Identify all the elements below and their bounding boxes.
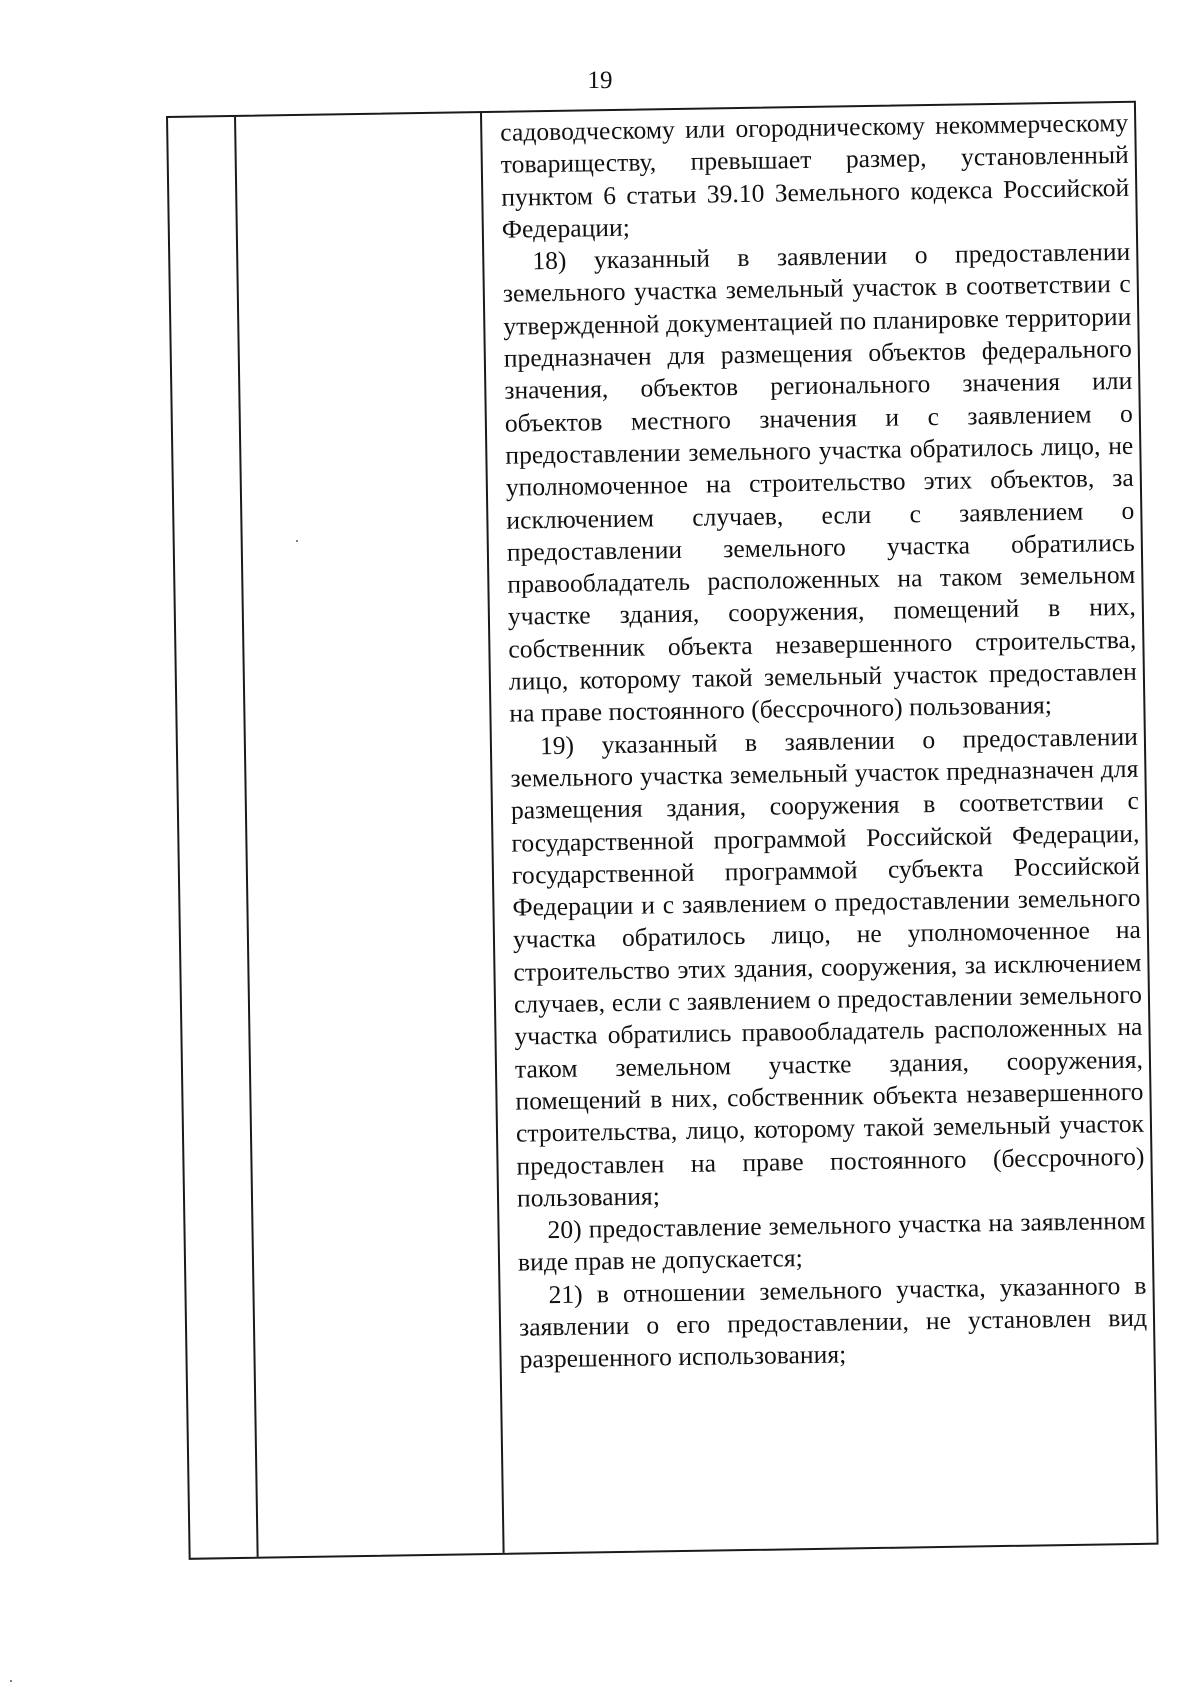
page-number: 19	[587, 67, 613, 94]
document-table	[166, 101, 1159, 1560]
continuation-paragraph: садоводческому или огородническому некоммерческому товариществу, превышает размер, установленный пунктом 6 статьи 39.10 Земельного кодекса Российской Федерации;	[500, 107, 1130, 244]
list-item-20: 20) предоставление земельного участка на заявленном виде прав не допускается;	[517, 1205, 1146, 1278]
table-column-divider	[234, 117, 259, 1557]
list-item-19: 19) указанный в заявлении о предоставлении земельного участка земельный участок предназначен для размещения здания, сооружения в соответствии с государственной программой Российской Федерации, государственной программой субъекта Российской Федерации и с заявлением о предоставлении земельного участка обратилось лицо, не уполномоченное на строительство этих здания, сооружения, за исключением случаев, если с заявлением о предоставлении земельного участка обратились правообладатель расположенных на таком земельном участке здания, сооружения, помещений в них, собственник объекта незавершенного строительства, лицо, которому такой земельный участок предоставлен на праве постоянного (бессрочного) пользования;	[510, 721, 1145, 1213]
table-text-cell	[500, 107, 1148, 1376]
scan-artifact	[296, 540, 298, 542]
table-column-divider	[480, 113, 505, 1553]
list-item-21: 21) в отношении земельного участка, указанного в заявлении о его предоставлении, не установлен вид разрешенного использования;	[518, 1270, 1148, 1374]
list-item-18: 18) указанный в заявлении о предоставлении земельного участка земельный участок в соответствии с утвержденной документацией по планировке территории предназначен для размещения объектов федерального значения, объектов регионального значения или объектов местного значения и с заявлением о предоставлении земельного участка обратилось лицо, не уполномоченное на строительство этих объектов, за исключением случаев, если с заявлением о предоставлении земельного участка обратились правообладатель расположенных на таком земельном участке здания, сооружения, помещений в них, собственник объекта незавершенного строительства, лицо, которому такой земельный участок предоставлен на праве постоянного (бессрочного) пользования;	[502, 237, 1138, 729]
scan-artifact	[10, 1680, 12, 1682]
